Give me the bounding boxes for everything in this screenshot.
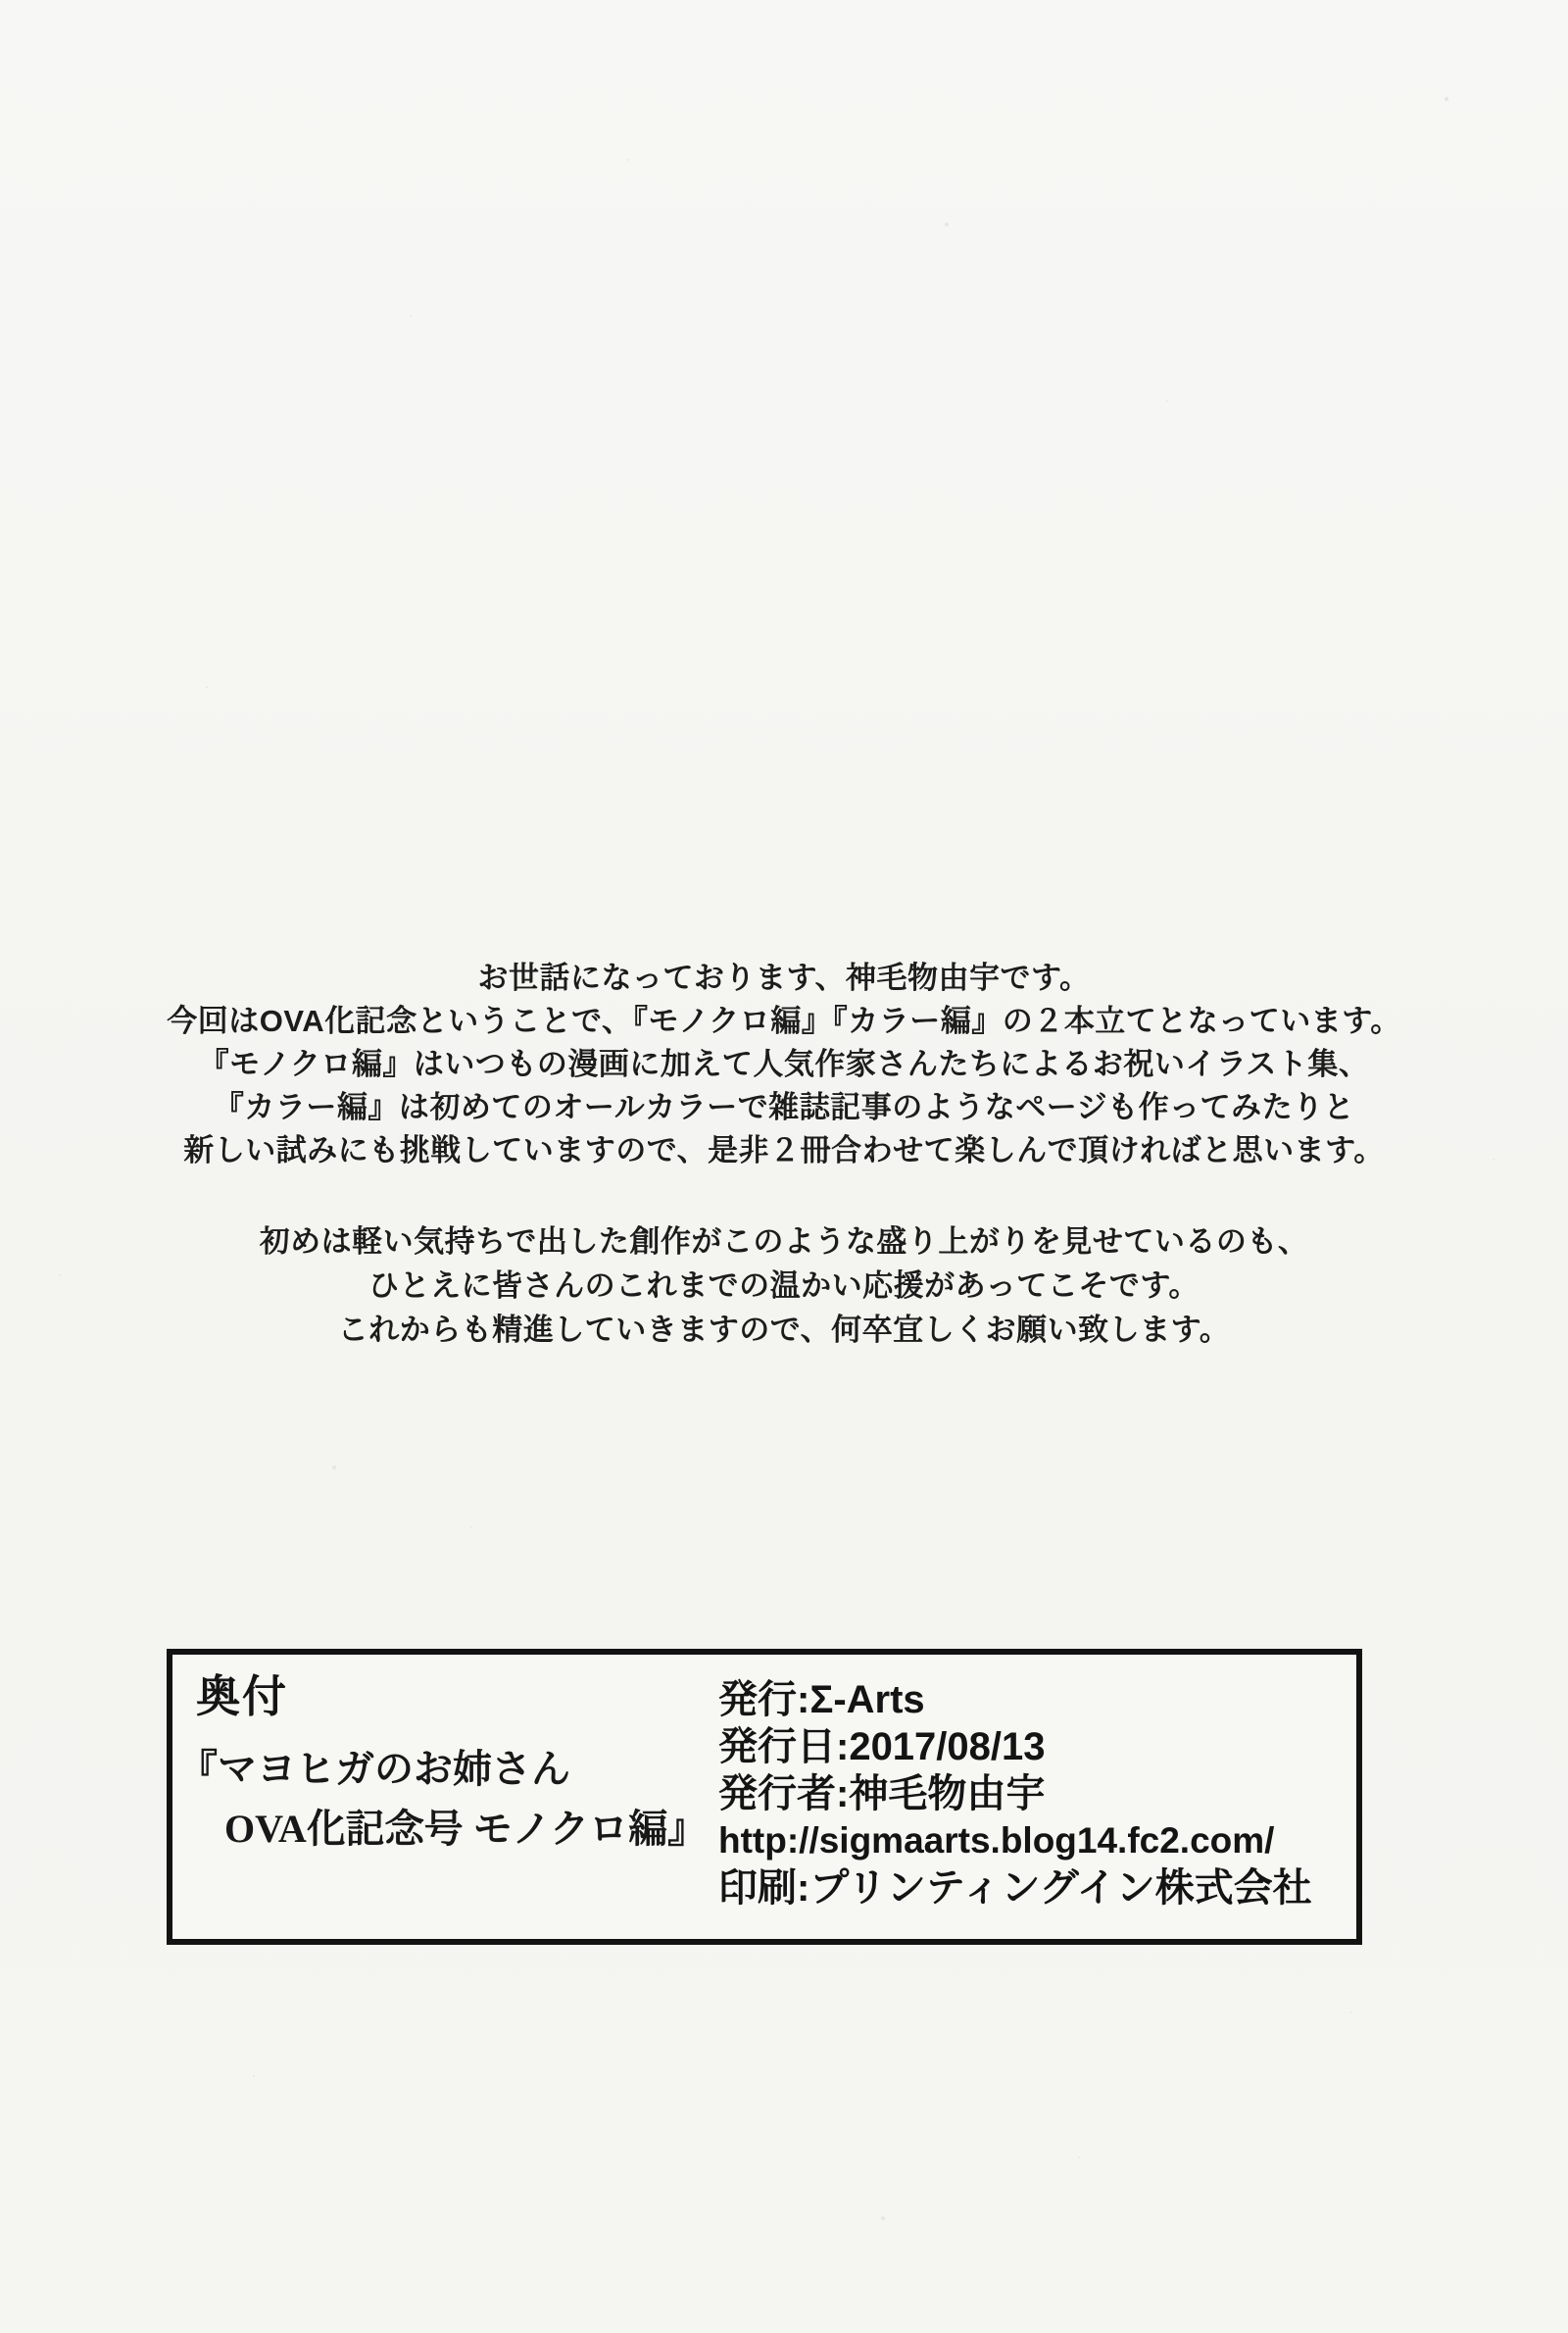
letter-line: ひとえに皆さんのこれまでの温かい応援があってこそです。 (368, 1268, 1200, 1303)
letter-line: お世話になっております、神毛物由宇です。 (477, 961, 1091, 995)
afterword-paragraph-1 (0, 957, 1568, 1172)
book-title-line-1: 『マヨヒガのお姉さん (178, 1747, 570, 1791)
book-title-line-2: OVA化記念号 モノクロ編』 (224, 1807, 708, 1851)
colophon-box (167, 1649, 1362, 1945)
letter-line: 『カラー編』は初めてのオールカラーで雑誌記事のようなページも作ってみたりと (213, 1090, 1355, 1124)
publish-date-line: 発行日:2017/08/13 (718, 1725, 1046, 1768)
author-line: 発行者:神毛物由宇 (718, 1772, 1046, 1815)
printer-line: 印刷:プリンティングイン株式会社 (718, 1866, 1312, 1910)
website-url: http://sigmaarts.blog14.fc2.com/ (718, 1820, 1275, 1861)
letter-line: 今回はOVA化記念ということで、『モノクロ編』『カラー編』の２本立てとなっています。 (167, 1004, 1401, 1038)
letter-line: 初めは軽い気持ちで出した創作がこのような盛り上がりを見せているのも、 (259, 1224, 1309, 1259)
scan-noise-specks (0, 0, 2, 2)
afterword-paragraph-2 (0, 1219, 1568, 1352)
publisher-line: 発行:Σ-Arts (718, 1678, 925, 1721)
colophon-heading: 奥付 (196, 1671, 289, 1721)
letter-line: 新しい試みにも挑戦していますので、是非２冊合わせて楽しんで頂ければと思います。 (183, 1133, 1385, 1167)
letter-line: これからも精進していきますので、何卒宜しくお願い致します。 (337, 1313, 1231, 1347)
publication-info (718, 1676, 1312, 1911)
letter-line: 『モノクロ編』はいつもの漫画に加えて人気作家さんたちによるお祝いイラスト集、 (198, 1047, 1370, 1081)
book-title (178, 1739, 707, 1859)
